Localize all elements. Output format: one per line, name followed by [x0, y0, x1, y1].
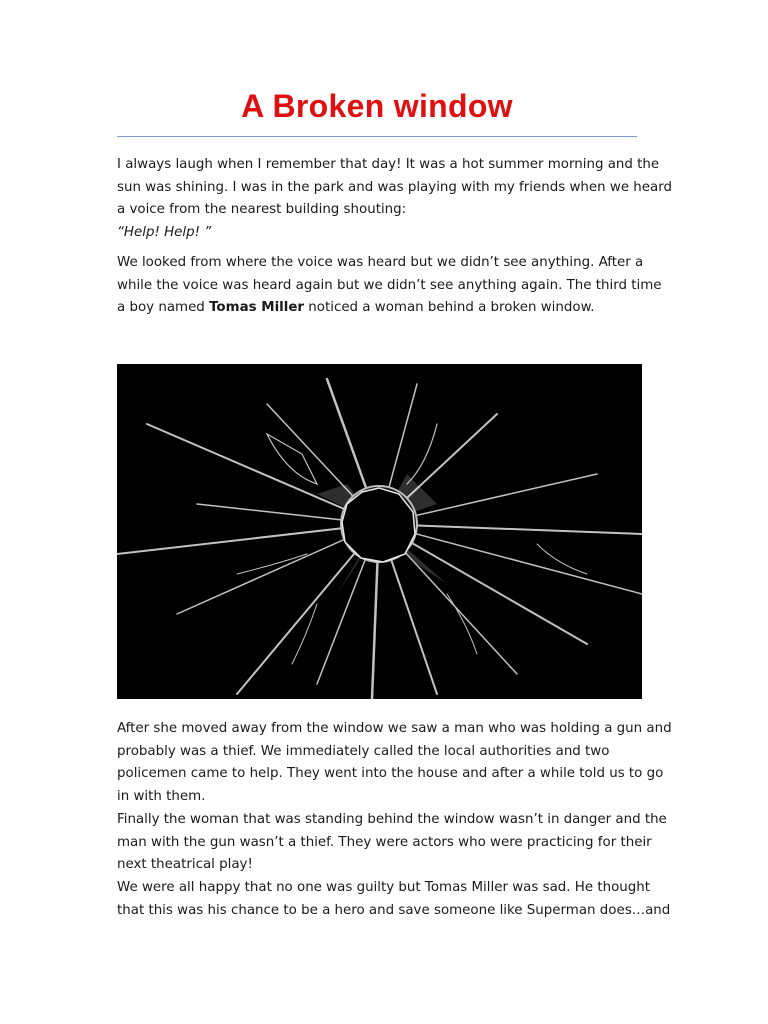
line-text-after: noticed a woman behind a broken window.: [304, 300, 595, 316]
document-title: A Broken window: [241, 88, 513, 124]
paragraph-3-line: After she moved away from the window we saw a man who was holding a gun and: [117, 721, 672, 736]
broken-glass-photo: [117, 364, 642, 699]
paragraph-2-line: [117, 297, 637, 320]
paragraph-1-line: I always laugh when I remember that day! It was a hot summer morning and the: [117, 157, 660, 172]
paragraph-3-line: Finally the woman that was standing behind the window wasn’t in danger and the: [117, 811, 667, 827]
paragraph-3-line: probably was a thief. We immediately called the local authorities and two: [117, 743, 610, 759]
paragraph-2-line: We looked from where the voice was heard but we didn’t see anything. After a: [117, 255, 644, 270]
paragraph-2-line: while the voice was heard again but we didn’t see anything again. The third time: [117, 277, 662, 293]
broken-glass-illustration: [117, 364, 642, 699]
paragraph-3-line: in with them.: [117, 789, 206, 805]
paragraph-1: [117, 154, 673, 245]
paragraph-3-line: We were all happy that no one was guilty but Tomas Miller was sad. He thought: [117, 879, 651, 895]
paragraph-3-line: policemen came to help. They went into the house and after a while told us to go: [117, 766, 664, 782]
paragraph-1-line: sun was shining. I was in the park and was playing with my friends when we heard: [117, 179, 673, 195]
paragraph-1-line: a voice from the nearest building shouting:: [117, 202, 407, 218]
paragraph-3-line: man with the gun wasn’t a thief. They were actors who were practicing for their: [117, 834, 652, 850]
line-text-before: a boy named: [117, 300, 210, 316]
help-quote: “Help! Help! ”: [117, 225, 212, 241]
paragraph-3: [117, 718, 672, 922]
paragraph-3-line: next theatrical play!: [117, 857, 253, 873]
character-name: Tomas Miller: [209, 300, 305, 316]
paragraph-3-line: that this was his chance to be a hero and save someone like Superman does…and: [117, 902, 671, 918]
paragraph-2: [117, 252, 662, 320]
title-divider: [117, 136, 637, 137]
